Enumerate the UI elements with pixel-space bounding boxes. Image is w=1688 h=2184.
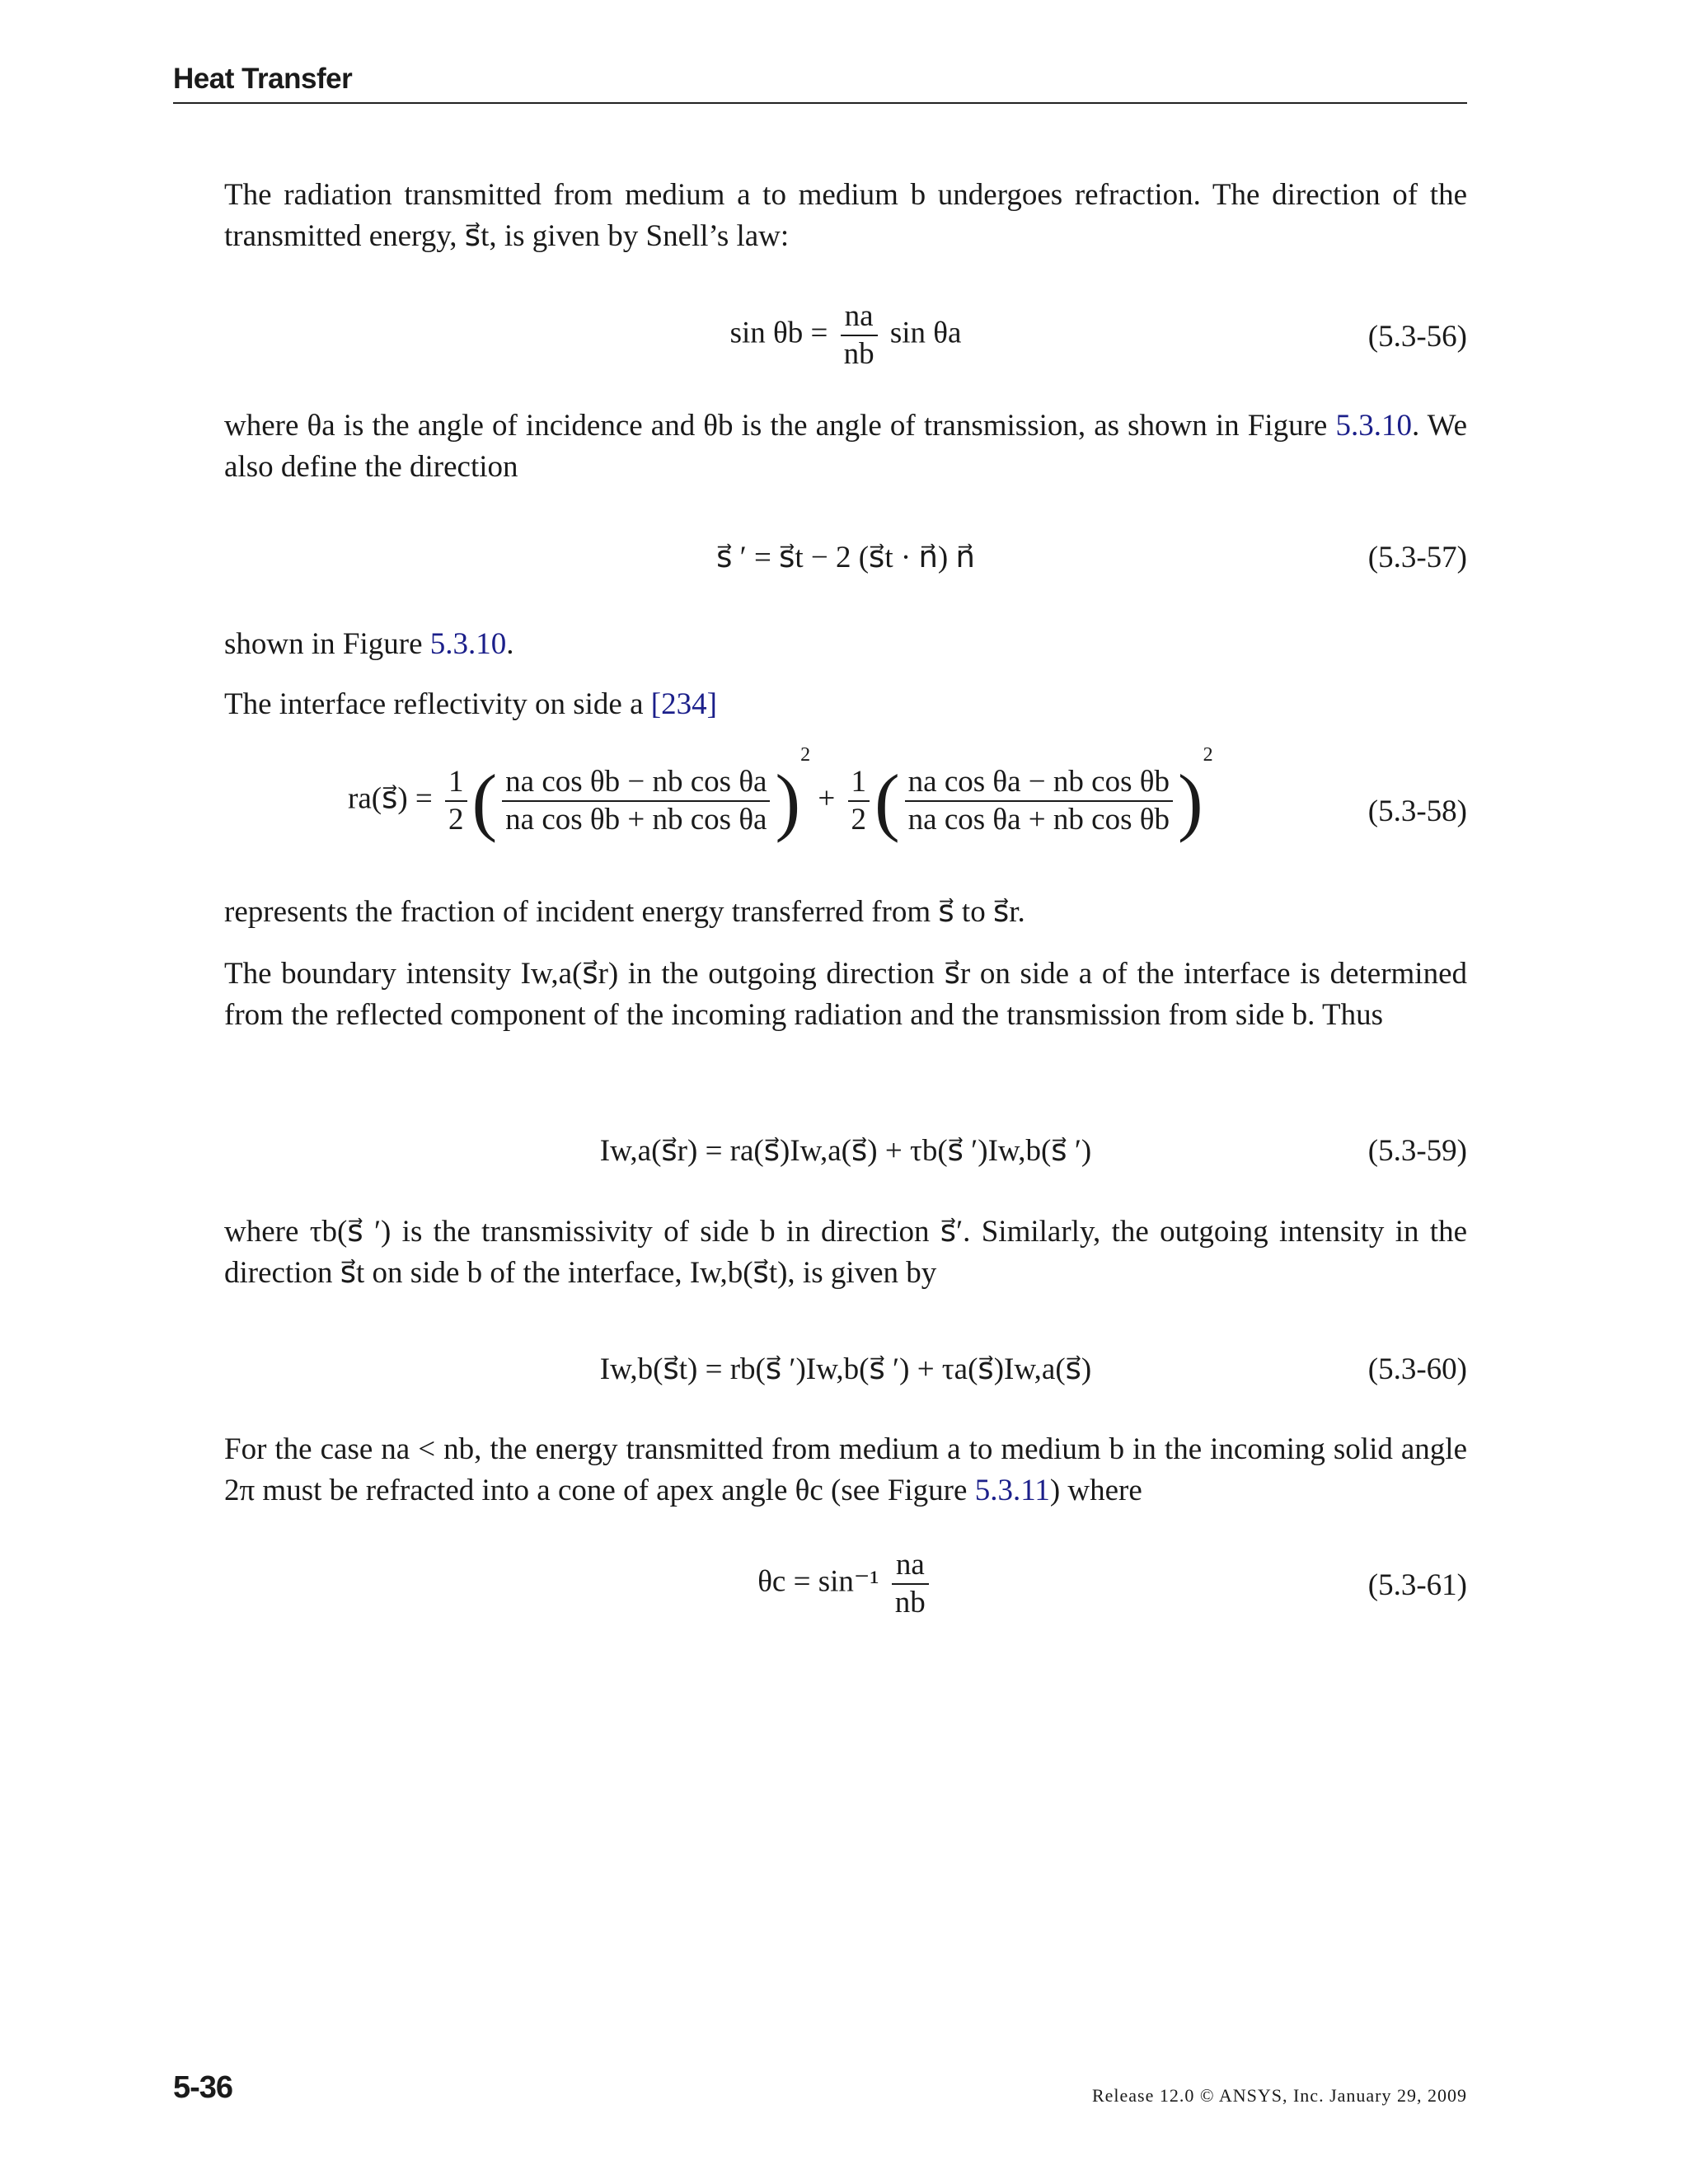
paragraph-text: shown in Figure [224, 627, 423, 661]
paragraph-transmissivity: where τb(s⃗ ′) is the transmissivity of side b in direction s⃗′. Similarly, the outgoing intensity in the direction s⃗t on side b of the interface, Iw,b(s⃗t), is given by [224, 1215, 1467, 1290]
eq59-formula: Iw,a(s⃗r) = ra(s⃗)Iw,a(s⃗) + τb(s⃗ ′)Iw,b(s⃗ ′) [599, 1134, 1092, 1168]
equation-number: (5.3-59) [1367, 1134, 1467, 1168]
right-paren: ) [1177, 759, 1203, 843]
paragraph-snell-intro: The radiation transmitted from medium a to medium b undergoes refraction. The direction of the transmitted energy, s⃗t, is given by Snell’s law: [224, 178, 1467, 253]
eq61-lhs: θc = sin⁻¹ [757, 1564, 879, 1599]
eq58-half-2 [848, 764, 870, 838]
eq61-numerator: na [895, 1548, 925, 1582]
eq57-formula: s⃗ ′ = s⃗t − 2 (s⃗t · n⃗) n⃗ [716, 541, 975, 574]
eq58-plus: + [818, 781, 836, 816]
equation-number: (5.3-58) [1367, 794, 1467, 828]
eq60-formula: Iw,b(s⃗t) = rb(s⃗ ′)Iw,b(s⃗ ′) + τa(s⃗)Iw,a(s⃗) [599, 1352, 1092, 1386]
equation-5-3-57 [224, 537, 1467, 587]
term-2-denominator: na cos θa + nb cos θb [905, 800, 1173, 838]
paragraph-text: . We also define the direction [224, 409, 1468, 484]
paragraph-fraction-meaning: represents the fraction of incident energy transferred from s⃗ to s⃗r. [224, 895, 1025, 929]
paragraph-text: where θa is the angle of incidence and θb is the angle of transmission, as shown in Figure [224, 409, 1328, 443]
equation-5-3-56 [224, 298, 1467, 381]
eq61-fraction [892, 1547, 929, 1621]
right-paren: ) [775, 759, 801, 843]
figure-link[interactable]: 5.3.10 [1335, 409, 1412, 443]
term-1-numerator: na cos θb − nb cos θa [505, 765, 767, 799]
left-paren: ( [874, 759, 900, 843]
equation-5-3-60 [224, 1349, 1467, 1399]
equation-number: (5.3-56) [1367, 320, 1467, 354]
citation-link[interactable]: [234] [650, 687, 717, 721]
eq58-lhs: ra(s⃗) = [348, 781, 433, 816]
half-denominator: 2 [848, 800, 870, 838]
paragraph-text: The interface reflectivity on side a [224, 687, 644, 721]
term-2-numerator: na cos θa − nb cos θb [907, 765, 1170, 799]
eq58-half-1 [445, 764, 467, 838]
left-paren: ( [471, 759, 498, 843]
half-numerator: 1 [851, 765, 866, 799]
paragraph-text: ) where [1049, 1474, 1142, 1507]
page-number: 5-36 [173, 2070, 233, 2105]
running-header [173, 63, 1467, 104]
figure-link[interactable]: 5.3.11 [974, 1474, 1050, 1507]
paragraph-angle-definitions [224, 405, 1467, 488]
eq58-term-1 [502, 764, 770, 838]
exponent: 2 [1203, 744, 1213, 766]
paragraph-critical-angle [224, 1429, 1467, 1511]
equation-5-3-61 [224, 1547, 1467, 1629]
eq58-term-2 [905, 764, 1173, 838]
paragraph-boundary-intensity: The boundary intensity Iw,a(s⃗r) in the outgoing direction s⃗r on side a of the interface is determined from the reflected component of the incoming radiation and the transmission from side b. Thus [224, 957, 1467, 1032]
eq56-denominator: nb [841, 335, 878, 373]
half-denominator: 2 [445, 800, 467, 838]
half-numerator: 1 [448, 765, 464, 799]
eq56-lhs: sin θb = [729, 316, 828, 350]
paragraph-text: For the case na < nb, the energy transmitted from medium a to medium b in the incoming solid angle 2π must be refracted into a cone of apex angle θc (see Figure [224, 1432, 1467, 1507]
equation-5-3-58 [224, 744, 1467, 867]
paragraph-text: . [506, 627, 514, 661]
equation-number: (5.3-61) [1367, 1568, 1467, 1602]
exponent: 2 [800, 744, 811, 766]
eq61-denominator: nb [892, 1583, 929, 1621]
equation-5-3-59 [224, 1131, 1467, 1180]
eq56-rhs: sin θa [889, 316, 962, 350]
paragraph-shown-in-figure [224, 624, 514, 665]
header-title: Heat Transfer [173, 63, 353, 95]
eq56-numerator: na [844, 299, 874, 333]
figure-link[interactable]: 5.3.10 [429, 627, 507, 661]
eq56-fraction [841, 298, 878, 373]
release-info: Release 12.0 © ANSYS, Inc. January 29, 2009 [1091, 2085, 1467, 2106]
equation-number: (5.3-57) [1367, 541, 1467, 574]
equation-number: (5.3-60) [1367, 1352, 1467, 1386]
paragraph-reflectivity-intro [224, 684, 717, 725]
term-1-denominator: na cos θb + nb cos θa [502, 800, 770, 838]
